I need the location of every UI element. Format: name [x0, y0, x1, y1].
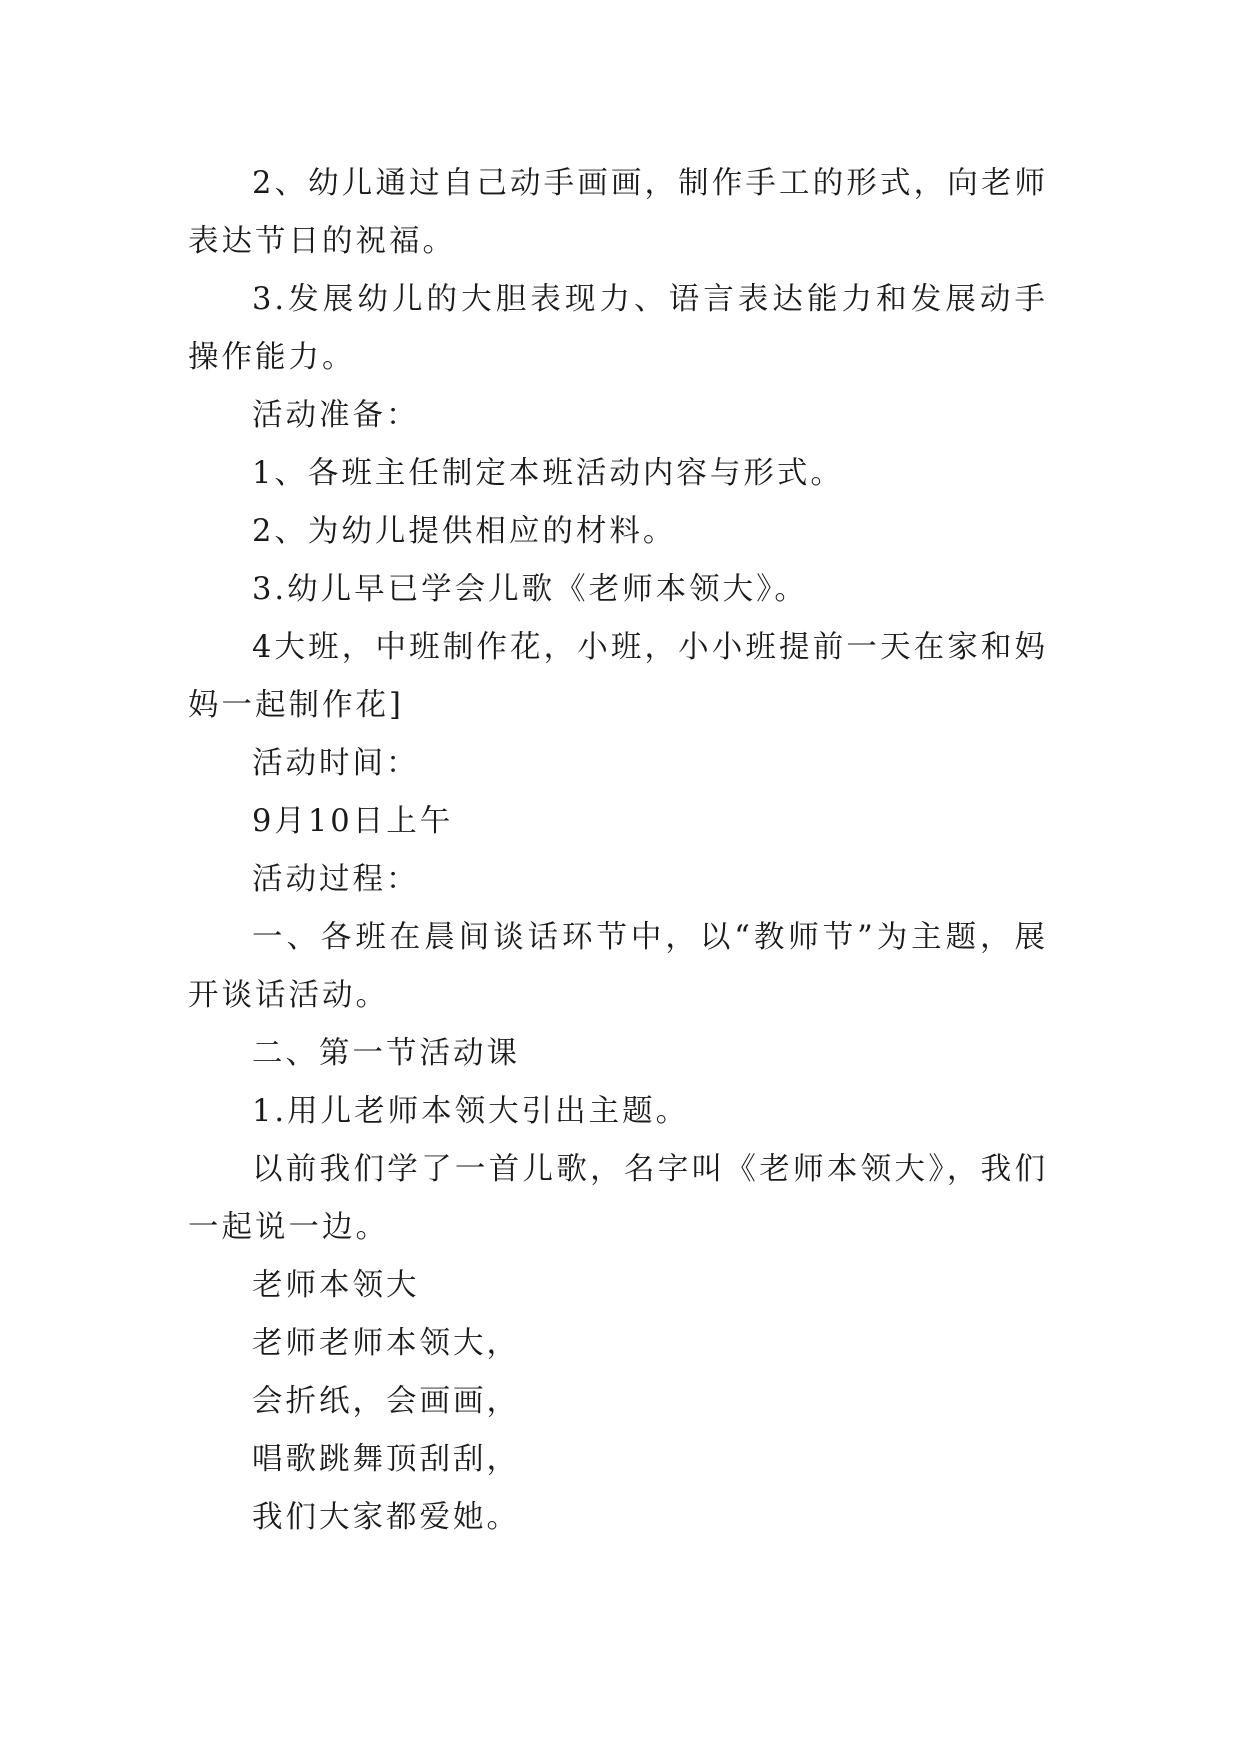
preparation-item-2: 2、为幼儿提供相应的材料。 [252, 514, 677, 549]
preparation-item-3: 3.幼儿早已学会儿歌《老师本领大》。 [252, 572, 808, 607]
preparation-item-4: 4大班，中班制作花，小班，小小班提前一天在家和妈妈一起制作花] [188, 630, 1048, 723]
document-body [188, 155, 1048, 1547]
poem-line-2: 会折纸，会画画， [252, 1384, 520, 1419]
poem-line-4: 我们大家都爱她。 [252, 1500, 520, 1535]
paragraph-goal-2: 2、幼儿通过自己动手画画，制作手工的形式，向老师表达节日的祝福。 [188, 166, 1048, 259]
poem-line-1: 老师老师本领大， [252, 1326, 520, 1361]
paragraph-goal-3: 3.发展幼儿的大胆表现力、语言表达能力和发展动手操作能力。 [188, 282, 1048, 375]
process-substep-1: 1.用儿老师本领大引出主题。 [252, 1094, 690, 1129]
poem-title: 老师本领大 [252, 1268, 420, 1303]
activity-time: 9月10日上午 [252, 804, 454, 839]
process-step-2: 二、第一节活动课 [252, 1036, 520, 1071]
heading-time: 活动时间： [252, 746, 420, 781]
poem-line-3: 唱歌跳舞顶刮刮， [252, 1442, 520, 1477]
heading-preparation: 活动准备： [252, 398, 420, 433]
heading-process: 活动过程： [252, 862, 420, 897]
process-intro-text: 以前我们学了一首儿歌，名字叫《老师本领大》，我们一起说一边。 [188, 1152, 1048, 1245]
preparation-item-1: 1、各班主任制定本班活动内容与形式。 [252, 456, 844, 491]
process-step-1: 一、各班在晨间谈话环节中，以“教师节”为主题，展开谈话活动。 [188, 920, 1048, 1013]
